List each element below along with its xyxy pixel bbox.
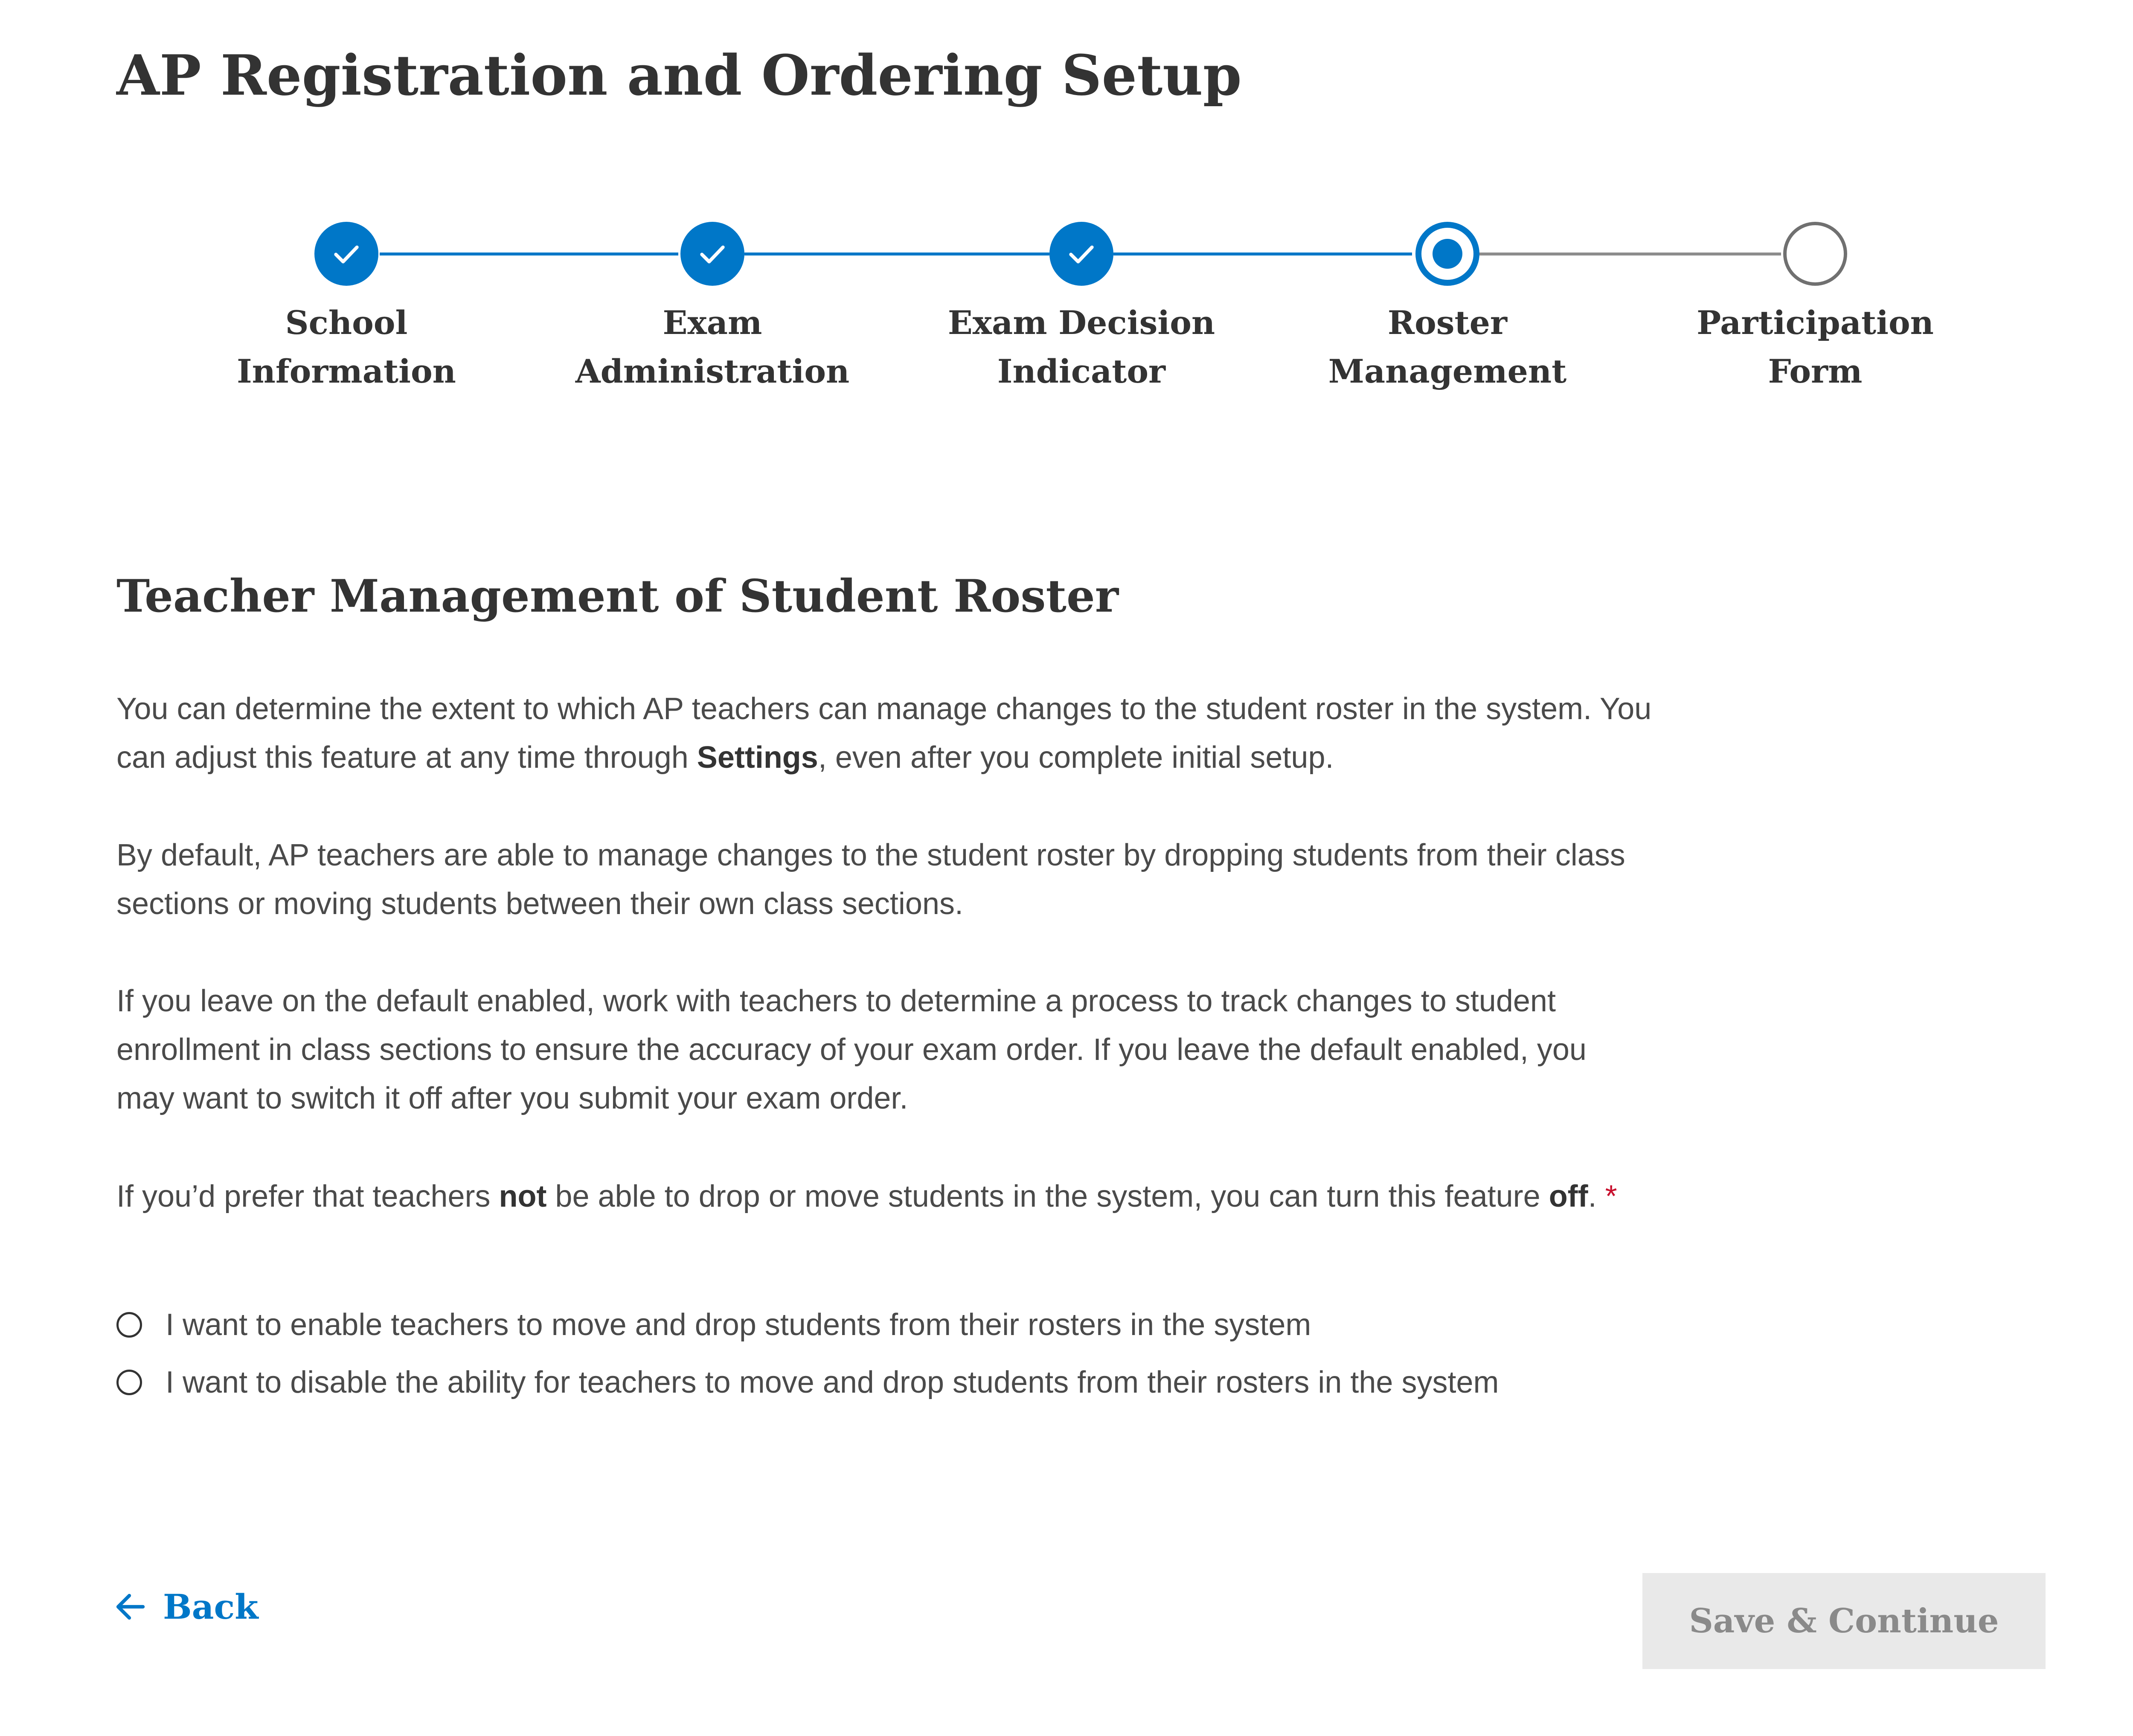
step-2-indicator [680, 222, 744, 286]
step-3-label: Exam Decision Indicator [947, 304, 1215, 390]
radio-button-disable[interactable] [116, 1370, 142, 1395]
prompt-text: If you’d prefer that teachers [116, 1179, 499, 1213]
required-asterisk: * [1605, 1179, 1617, 1213]
step-1-label: School Information [237, 304, 456, 390]
radio-option-enable[interactable] [116, 1307, 1311, 1342]
radio-label-enable[interactable]: I want to enable teachers to move and drop students from their rosters in the system [166, 1308, 1311, 1342]
prompt-paragraph [116, 1172, 1652, 1221]
radio-label-disable[interactable]: I want to disable the ability for teachers to move and drop students from their rosters in the system [166, 1365, 1499, 1399]
step-connector [1113, 253, 1412, 255]
prompt-text-end: . [1588, 1179, 1597, 1213]
progress-stepper [0, 0, 2133, 427]
arrow-left-icon [115, 1593, 146, 1620]
step-4-indicator [1415, 222, 1479, 286]
back-label[interactable]: Back [163, 1587, 259, 1627]
intro-text-end: , even after you complete initial setup. [818, 740, 1334, 775]
enabled-paragraph: If you leave on the default enabled, work with teachers to determine a process to track changes to student enrollment in class sections to ensure the accuracy of your exam order. If you leave the default enabled, you may want to switch it off after you submit your exam order. [116, 984, 1587, 1115]
step-4-label: Roster Management [1328, 304, 1567, 390]
page-title: AP Registration and Ordering Setup [116, 43, 1242, 108]
step-connector [380, 253, 678, 255]
intro-paragraph [116, 685, 1652, 782]
radio-button-enable[interactable] [116, 1312, 142, 1338]
step-5-label: Participation Form [1697, 304, 1934, 390]
off-text: off [1549, 1179, 1588, 1213]
step-1-indicator [314, 222, 378, 286]
section-title: Teacher Management of Student Roster [116, 569, 1119, 622]
check-icon [330, 238, 363, 270]
default-paragraph: By default, AP teachers are able to manage changes to the student roster by dropping students from their class sections or moving students between their own class sections. [116, 838, 1625, 921]
prompt-text-middle: be able to drop or move students in the system, you can turn this feature [546, 1179, 1549, 1213]
step-connector [744, 253, 1049, 255]
not-text: not [499, 1179, 547, 1213]
step-5-indicator [1783, 222, 1847, 286]
back-link[interactable] [115, 1587, 259, 1627]
step-2-label: Exam Administration [575, 304, 850, 390]
settings-text: Settings [697, 740, 818, 775]
intro-text: You can determine the extent to which AP teachers can manage changes to the student roster in the system. You can adjust this feature at any time through [116, 692, 1652, 775]
step-3-indicator [1049, 222, 1113, 286]
step-connector [1478, 253, 1781, 255]
check-icon [696, 238, 729, 270]
radio-option-disable[interactable] [116, 1365, 1499, 1400]
check-icon [1065, 238, 1098, 270]
save-continue-button[interactable]: Save & Continue [1642, 1573, 2046, 1669]
